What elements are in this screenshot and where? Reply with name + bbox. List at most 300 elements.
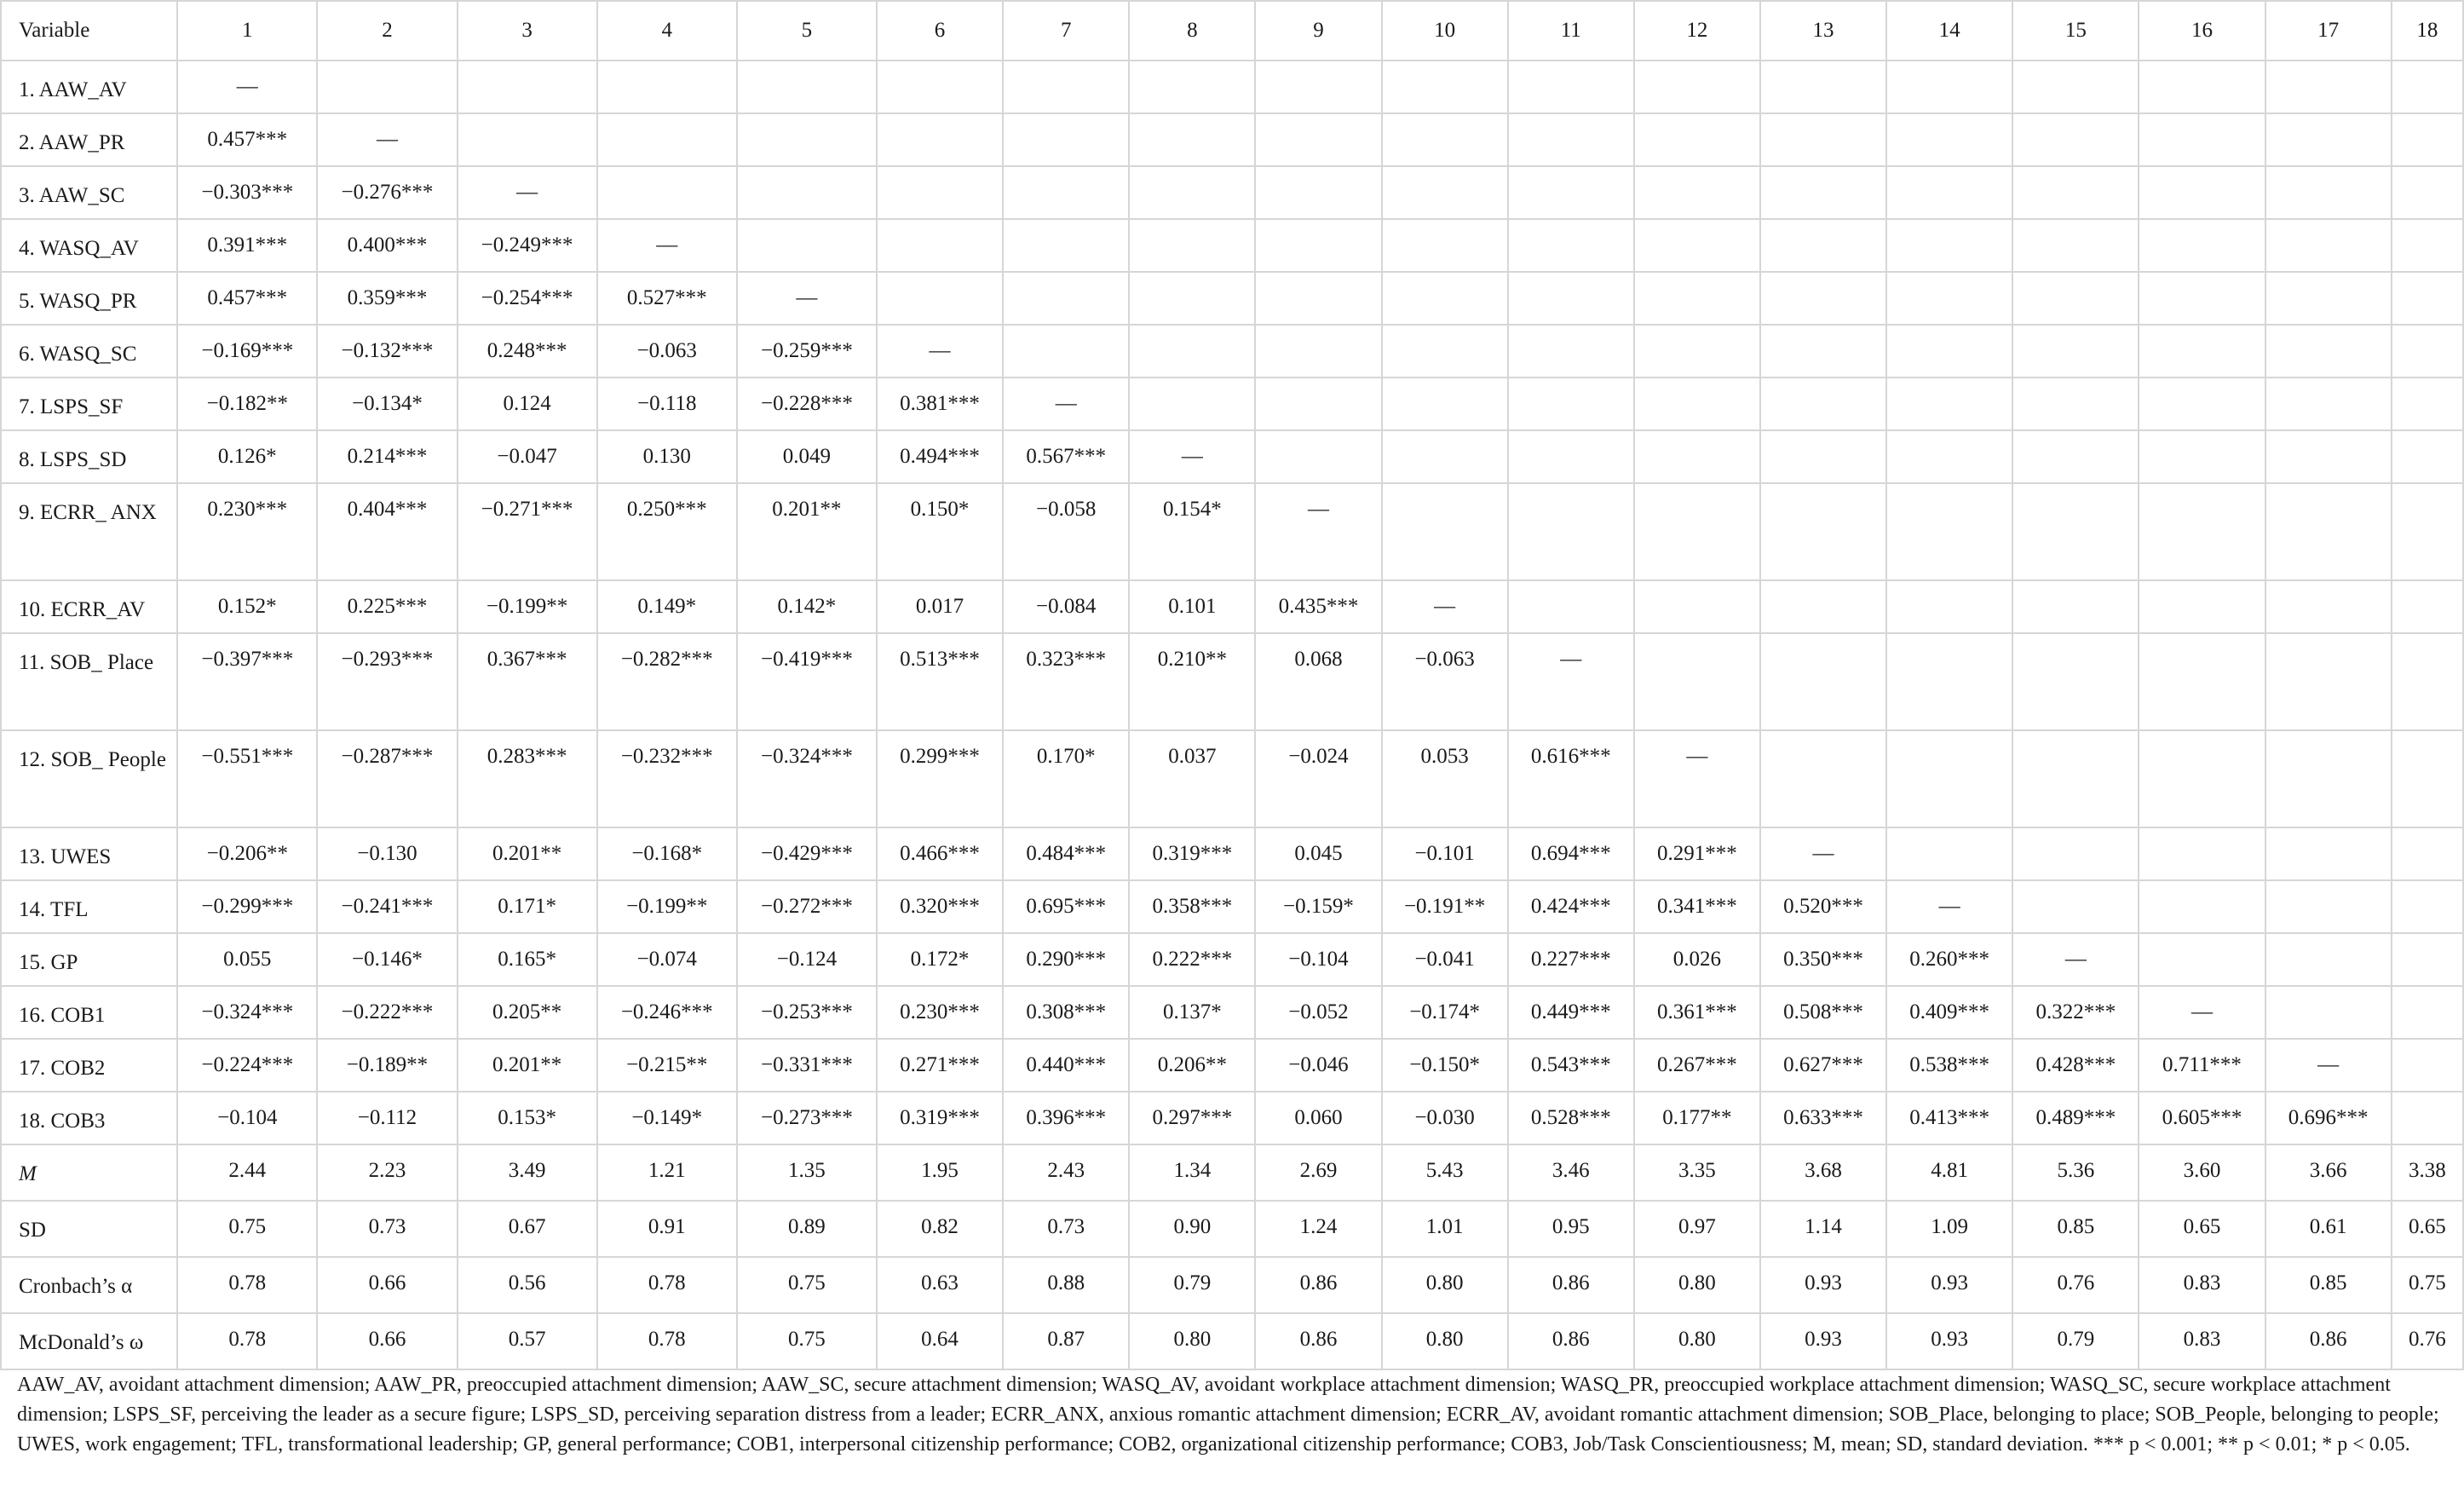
table-body bbox=[1, 61, 2463, 1369]
stat-cell: 1.21 bbox=[597, 1144, 737, 1201]
table-cell bbox=[877, 272, 1003, 325]
table-cell: −0.168* bbox=[597, 827, 737, 880]
table-cell: 0.694*** bbox=[1508, 827, 1634, 880]
table-row bbox=[1, 272, 2463, 325]
table-cell bbox=[1760, 113, 1886, 166]
table-cell: −0.282*** bbox=[597, 633, 737, 730]
table-cell: −0.101 bbox=[1382, 827, 1508, 880]
table-cell bbox=[1129, 378, 1255, 430]
table-cell bbox=[1886, 61, 2012, 113]
table-cell: 0.413*** bbox=[1886, 1092, 2012, 1144]
table-cell bbox=[737, 166, 877, 219]
table-cell bbox=[1508, 113, 1634, 166]
table-cell bbox=[1760, 166, 1886, 219]
table-cell bbox=[2012, 730, 2139, 827]
table-cell bbox=[2392, 880, 2463, 933]
stat-cell: 0.83 bbox=[2139, 1257, 2265, 1313]
table-cell bbox=[1255, 325, 1381, 378]
stat-cell: 0.86 bbox=[1508, 1313, 1634, 1369]
table-cell bbox=[2012, 827, 2139, 880]
header-col-17: 17 bbox=[2265, 1, 2392, 61]
table-cell bbox=[2392, 430, 2463, 483]
stat-row bbox=[1, 1313, 2463, 1369]
table-cell: 0.320*** bbox=[877, 880, 1003, 933]
table-cell: −0.324*** bbox=[177, 986, 317, 1039]
table-cell bbox=[2392, 272, 2463, 325]
table-cell: −0.254*** bbox=[458, 272, 597, 325]
table-cell: 0.297*** bbox=[1129, 1092, 1255, 1144]
table-cell: −0.024 bbox=[1255, 730, 1381, 827]
table-cell bbox=[2139, 933, 2265, 986]
table-cell bbox=[2139, 61, 2265, 113]
table-cell: 0.142* bbox=[737, 580, 877, 633]
table-cell bbox=[737, 113, 877, 166]
table-cell: −0.046 bbox=[1255, 1039, 1381, 1092]
table-cell: 0.367*** bbox=[458, 633, 597, 730]
table-cell bbox=[1886, 633, 2012, 730]
table-cell: 0.171* bbox=[458, 880, 597, 933]
table-cell bbox=[1003, 61, 1129, 113]
table-cell: −0.293*** bbox=[317, 633, 457, 730]
table-cell bbox=[1634, 61, 1760, 113]
table-cell bbox=[2139, 880, 2265, 933]
stat-cell: 5.36 bbox=[2012, 1144, 2139, 1201]
table-cell: 0.201** bbox=[458, 827, 597, 880]
table-cell bbox=[2392, 633, 2463, 730]
table-cell: 0.381*** bbox=[877, 378, 1003, 430]
table-cell bbox=[1760, 325, 1886, 378]
table-cell bbox=[1634, 113, 1760, 166]
row-label: 16. COB1 bbox=[1, 986, 177, 1039]
table-cell: 0.154* bbox=[1129, 483, 1255, 580]
table-cell bbox=[2392, 1092, 2463, 1144]
stat-cell: 0.57 bbox=[458, 1313, 597, 1369]
table-cell bbox=[2012, 272, 2139, 325]
table-cell: 0.484*** bbox=[1003, 827, 1129, 880]
stat-cell: 0.93 bbox=[1886, 1313, 2012, 1369]
table-cell bbox=[1886, 325, 2012, 378]
table-cell: 0.605*** bbox=[2139, 1092, 2265, 1144]
table-cell: −0.232*** bbox=[597, 730, 737, 827]
table-cell bbox=[2012, 633, 2139, 730]
table-cell bbox=[2265, 430, 2392, 483]
row-label: 14. TFL bbox=[1, 880, 177, 933]
table-cell bbox=[2139, 272, 2265, 325]
table-cell: 0.201** bbox=[737, 483, 877, 580]
header-col-8: 8 bbox=[1129, 1, 1255, 61]
table-cell: −0.150* bbox=[1382, 1039, 1508, 1092]
header-col-1: 1 bbox=[177, 1, 317, 61]
table-cell bbox=[1886, 272, 2012, 325]
stat-cell: 0.86 bbox=[2265, 1313, 2392, 1369]
table-cell: 0.359*** bbox=[317, 272, 457, 325]
table-cell bbox=[1129, 325, 1255, 378]
table-cell: 0.053 bbox=[1382, 730, 1508, 827]
table-cell: — bbox=[458, 166, 597, 219]
stat-cell: 0.88 bbox=[1003, 1257, 1129, 1313]
table-cell bbox=[2392, 166, 2463, 219]
table-cell: 0.299*** bbox=[877, 730, 1003, 827]
stat-cell: 0.66 bbox=[317, 1313, 457, 1369]
stat-cell: 0.73 bbox=[1003, 1201, 1129, 1257]
header-col-16: 16 bbox=[2139, 1, 2265, 61]
stat-cell: 0.79 bbox=[1129, 1257, 1255, 1313]
table-cell: 0.567*** bbox=[1003, 430, 1129, 483]
table-cell bbox=[1760, 378, 1886, 430]
table-cell bbox=[597, 61, 737, 113]
table-cell: −0.047 bbox=[458, 430, 597, 483]
table-cell bbox=[2392, 1039, 2463, 1092]
table-cell: 0.201** bbox=[458, 1039, 597, 1092]
table-cell bbox=[1003, 113, 1129, 166]
table-cell: −0.271*** bbox=[458, 483, 597, 580]
table-cell: 0.172* bbox=[877, 933, 1003, 986]
header-col-7: 7 bbox=[1003, 1, 1129, 61]
stat-cell: 1.35 bbox=[737, 1144, 877, 1201]
table-cell bbox=[1255, 61, 1381, 113]
table-cell: 0.225*** bbox=[317, 580, 457, 633]
table-row bbox=[1, 880, 2463, 933]
stat-cell: 0.79 bbox=[2012, 1313, 2139, 1369]
stat-cell: 0.86 bbox=[1255, 1313, 1381, 1369]
stat-cell: 3.66 bbox=[2265, 1144, 2392, 1201]
table-cell bbox=[1129, 61, 1255, 113]
stat-cell: 0.80 bbox=[1129, 1313, 1255, 1369]
table-cell bbox=[2012, 580, 2139, 633]
table-cell: — bbox=[1003, 378, 1129, 430]
table-cell: −0.241*** bbox=[317, 880, 457, 933]
table-cell: −0.397*** bbox=[177, 633, 317, 730]
table-cell: −0.199** bbox=[458, 580, 597, 633]
table-cell: −0.182** bbox=[177, 378, 317, 430]
table-cell bbox=[2139, 730, 2265, 827]
row-label: 8. LSPS_SD bbox=[1, 430, 177, 483]
header-col-10: 10 bbox=[1382, 1, 1508, 61]
table-cell bbox=[317, 61, 457, 113]
table-row bbox=[1, 219, 2463, 272]
table-cell: 0.055 bbox=[177, 933, 317, 986]
table-cell bbox=[458, 113, 597, 166]
table-cell: −0.058 bbox=[1003, 483, 1129, 580]
table-cell: 0.404*** bbox=[317, 483, 457, 580]
table-cell: 0.165* bbox=[458, 933, 597, 986]
table-row bbox=[1, 166, 2463, 219]
table-cell bbox=[2265, 113, 2392, 166]
table-cell: 0.045 bbox=[1255, 827, 1381, 880]
table-cell: — bbox=[2012, 933, 2139, 986]
table-cell bbox=[2139, 633, 2265, 730]
row-label: 18. COB3 bbox=[1, 1092, 177, 1144]
stat-cell: 2.23 bbox=[317, 1144, 457, 1201]
table-cell bbox=[2012, 483, 2139, 580]
table-cell: 0.260*** bbox=[1886, 933, 2012, 986]
stat-cell: 0.65 bbox=[2392, 1201, 2463, 1257]
table-cell: 0.391*** bbox=[177, 219, 317, 272]
table-cell bbox=[1255, 166, 1381, 219]
table-cell: — bbox=[1760, 827, 1886, 880]
table-cell: 0.409*** bbox=[1886, 986, 2012, 1039]
header-col-12: 12 bbox=[1634, 1, 1760, 61]
row-label: 17. COB2 bbox=[1, 1039, 177, 1092]
stat-cell: 0.80 bbox=[1382, 1257, 1508, 1313]
stat-cell: 0.97 bbox=[1634, 1201, 1760, 1257]
table-cell: −0.215** bbox=[597, 1039, 737, 1092]
table-cell bbox=[2392, 219, 2463, 272]
table-cell bbox=[2265, 986, 2392, 1039]
row-label: 5. WASQ_PR bbox=[1, 272, 177, 325]
table-row bbox=[1, 483, 2463, 580]
table-cell bbox=[1382, 219, 1508, 272]
table-cell bbox=[1382, 61, 1508, 113]
table-cell: 0.152* bbox=[177, 580, 317, 633]
header-col-18: 18 bbox=[2392, 1, 2463, 61]
table-cell: −0.130 bbox=[317, 827, 457, 880]
table-cell bbox=[1255, 219, 1381, 272]
table-cell: 0.222*** bbox=[1129, 933, 1255, 986]
table-cell bbox=[1634, 580, 1760, 633]
stat-cell: 0.95 bbox=[1508, 1201, 1634, 1257]
stat-cell: 0.87 bbox=[1003, 1313, 1129, 1369]
table-cell: — bbox=[1508, 633, 1634, 730]
table-cell bbox=[2265, 880, 2392, 933]
table-cell bbox=[1634, 219, 1760, 272]
table-row bbox=[1, 986, 2463, 1039]
table-cell: 0.291*** bbox=[1634, 827, 1760, 880]
table-cell bbox=[1760, 580, 1886, 633]
table-cell bbox=[1255, 113, 1381, 166]
table-cell: — bbox=[1382, 580, 1508, 633]
table-cell bbox=[597, 166, 737, 219]
table-cell bbox=[1886, 483, 2012, 580]
table-cell bbox=[2139, 483, 2265, 580]
table-cell: −0.132*** bbox=[317, 325, 457, 378]
table-cell bbox=[1886, 166, 2012, 219]
table-cell bbox=[1886, 430, 2012, 483]
stat-cell: 1.09 bbox=[1886, 1201, 2012, 1257]
table-cell bbox=[877, 61, 1003, 113]
table-cell: −0.273*** bbox=[737, 1092, 877, 1144]
table-cell: −0.146* bbox=[317, 933, 457, 986]
table-cell bbox=[1634, 325, 1760, 378]
table-cell bbox=[1382, 483, 1508, 580]
table-cell bbox=[1634, 378, 1760, 430]
table-cell bbox=[1382, 325, 1508, 378]
table-cell: — bbox=[1634, 730, 1760, 827]
table-cell bbox=[1255, 430, 1381, 483]
stat-row bbox=[1, 1257, 2463, 1313]
stat-cell: 2.69 bbox=[1255, 1144, 1381, 1201]
stat-cell: 0.65 bbox=[2139, 1201, 2265, 1257]
table-cell: 0.149* bbox=[597, 580, 737, 633]
table-cell: 0.017 bbox=[877, 580, 1003, 633]
table-cell bbox=[1382, 430, 1508, 483]
table-cell bbox=[1508, 166, 1634, 219]
table-cell bbox=[2139, 325, 2265, 378]
stat-cell: 0.80 bbox=[1634, 1313, 1760, 1369]
table-cell: −0.118 bbox=[597, 378, 737, 430]
stat-cell: 1.34 bbox=[1129, 1144, 1255, 1201]
table-cell bbox=[2139, 378, 2265, 430]
table-cell: 0.308*** bbox=[1003, 986, 1129, 1039]
table-cell bbox=[1886, 580, 2012, 633]
table-cell: 0.101 bbox=[1129, 580, 1255, 633]
table-cell: 0.538*** bbox=[1886, 1039, 2012, 1092]
table-cell: 0.494*** bbox=[877, 430, 1003, 483]
table-cell bbox=[1886, 827, 2012, 880]
table-cell: 0.026 bbox=[1634, 933, 1760, 986]
header-col-2: 2 bbox=[317, 1, 457, 61]
table-cell bbox=[1003, 166, 1129, 219]
table-cell bbox=[1508, 61, 1634, 113]
table-cell: — bbox=[597, 219, 737, 272]
stat-cell: 1.24 bbox=[1255, 1201, 1381, 1257]
table-cell bbox=[1129, 272, 1255, 325]
table-cell bbox=[2392, 933, 2463, 986]
table-cell: −0.149* bbox=[597, 1092, 737, 1144]
table-cell bbox=[2265, 580, 2392, 633]
table-cell bbox=[1634, 483, 1760, 580]
stat-cell: 0.82 bbox=[877, 1201, 1003, 1257]
table-cell bbox=[2392, 580, 2463, 633]
table-cell: −0.063 bbox=[1382, 633, 1508, 730]
table-cell bbox=[2139, 166, 2265, 219]
table-cell bbox=[1382, 166, 1508, 219]
stat-row bbox=[1, 1144, 2463, 1201]
table-cell bbox=[1129, 113, 1255, 166]
table-cell bbox=[1508, 325, 1634, 378]
table-cell: 0.290*** bbox=[1003, 933, 1129, 986]
header-col-13: 13 bbox=[1760, 1, 1886, 61]
table-cell bbox=[1508, 272, 1634, 325]
table-row bbox=[1, 1039, 2463, 1092]
table-cell: −0.084 bbox=[1003, 580, 1129, 633]
stat-cell: 0.61 bbox=[2265, 1201, 2392, 1257]
table-cell: −0.429*** bbox=[737, 827, 877, 880]
table-cell bbox=[597, 113, 737, 166]
stat-cell: 5.43 bbox=[1382, 1144, 1508, 1201]
stat-cell: 0.83 bbox=[2139, 1313, 2265, 1369]
table-cell: 0.250*** bbox=[597, 483, 737, 580]
table-cell: −0.324*** bbox=[737, 730, 877, 827]
table-cell bbox=[1760, 272, 1886, 325]
table-cell bbox=[1886, 730, 2012, 827]
table-cell bbox=[1634, 166, 1760, 219]
stat-cell: 0.85 bbox=[2265, 1257, 2392, 1313]
table-cell: 0.271*** bbox=[877, 1039, 1003, 1092]
table-cell bbox=[2392, 986, 2463, 1039]
table-cell bbox=[2265, 61, 2392, 113]
table-cell bbox=[1886, 378, 2012, 430]
table-cell: −0.074 bbox=[597, 933, 737, 986]
stat-cell: 0.75 bbox=[177, 1201, 317, 1257]
table-cell: −0.030 bbox=[1382, 1092, 1508, 1144]
table-cell bbox=[2265, 827, 2392, 880]
table-cell: 0.361*** bbox=[1634, 986, 1760, 1039]
table-cell bbox=[1760, 430, 1886, 483]
table-cell bbox=[877, 219, 1003, 272]
table-cell: 0.543*** bbox=[1508, 1039, 1634, 1092]
table-cell bbox=[2139, 430, 2265, 483]
table-cell: −0.272*** bbox=[737, 880, 877, 933]
table-cell: −0.299*** bbox=[177, 880, 317, 933]
table-cell: 0.130 bbox=[597, 430, 737, 483]
table-cell: 0.457*** bbox=[177, 113, 317, 166]
table-cell bbox=[1255, 378, 1381, 430]
table-cell: — bbox=[317, 113, 457, 166]
table-cell bbox=[2139, 113, 2265, 166]
table-cell bbox=[1886, 219, 2012, 272]
table-cell bbox=[458, 61, 597, 113]
header-col-11: 11 bbox=[1508, 1, 1634, 61]
table-cell: 0.068 bbox=[1255, 633, 1381, 730]
table-cell: 0.060 bbox=[1255, 1092, 1381, 1144]
stat-cell: 0.93 bbox=[1886, 1257, 2012, 1313]
row-label: 11. SOB_ Place bbox=[1, 633, 177, 730]
table-cell bbox=[2012, 378, 2139, 430]
table-cell: 0.350*** bbox=[1760, 933, 1886, 986]
table-cell: −0.228*** bbox=[737, 378, 877, 430]
stat-label: Cronbach’s α bbox=[1, 1257, 177, 1313]
table-cell bbox=[1760, 633, 1886, 730]
stat-cell: 0.64 bbox=[877, 1313, 1003, 1369]
table-cell bbox=[2265, 166, 2392, 219]
stat-cell: 0.76 bbox=[2392, 1313, 2463, 1369]
table-cell bbox=[2265, 633, 2392, 730]
table-cell: 0.170* bbox=[1003, 730, 1129, 827]
table-cell bbox=[1508, 483, 1634, 580]
table-cell bbox=[2392, 61, 2463, 113]
table-cell: 0.396*** bbox=[1003, 1092, 1129, 1144]
table-cell bbox=[1382, 378, 1508, 430]
table-cell: 0.248*** bbox=[458, 325, 597, 378]
table-cell: — bbox=[1255, 483, 1381, 580]
table-cell: 0.616*** bbox=[1508, 730, 1634, 827]
table-cell bbox=[1508, 580, 1634, 633]
table-cell bbox=[1634, 633, 1760, 730]
table-cell: 0.489*** bbox=[2012, 1092, 2139, 1144]
table-cell bbox=[1003, 272, 1129, 325]
stat-cell: 0.78 bbox=[177, 1313, 317, 1369]
table-cell: −0.191** bbox=[1382, 880, 1508, 933]
stat-cell: 0.78 bbox=[177, 1257, 317, 1313]
table-cell: 0.267*** bbox=[1634, 1039, 1760, 1092]
table-cell: 0.466*** bbox=[877, 827, 1003, 880]
table-cell bbox=[2392, 827, 2463, 880]
stat-cell: 0.80 bbox=[1382, 1313, 1508, 1369]
table-cell bbox=[2392, 378, 2463, 430]
table-cell bbox=[2012, 325, 2139, 378]
table-cell: −0.174* bbox=[1382, 986, 1508, 1039]
table-cell bbox=[1382, 272, 1508, 325]
table-cell bbox=[1382, 113, 1508, 166]
table-cell: 0.527*** bbox=[597, 272, 737, 325]
row-label: 6. WASQ_SC bbox=[1, 325, 177, 378]
header-col-4: 4 bbox=[597, 1, 737, 61]
header-col-6: 6 bbox=[877, 1, 1003, 61]
table-cell bbox=[2265, 933, 2392, 986]
table-cell: −0.041 bbox=[1382, 933, 1508, 986]
table-cell: −0.159* bbox=[1255, 880, 1381, 933]
table-cell bbox=[1760, 730, 1886, 827]
table-cell: 0.633*** bbox=[1760, 1092, 1886, 1144]
table-cell: 0.627*** bbox=[1760, 1039, 1886, 1092]
stat-cell: 3.46 bbox=[1508, 1144, 1634, 1201]
table-cell bbox=[1255, 272, 1381, 325]
table-row bbox=[1, 730, 2463, 827]
table-cell: −0.246*** bbox=[597, 986, 737, 1039]
table-row bbox=[1, 61, 2463, 113]
stat-cell: 0.91 bbox=[597, 1201, 737, 1257]
